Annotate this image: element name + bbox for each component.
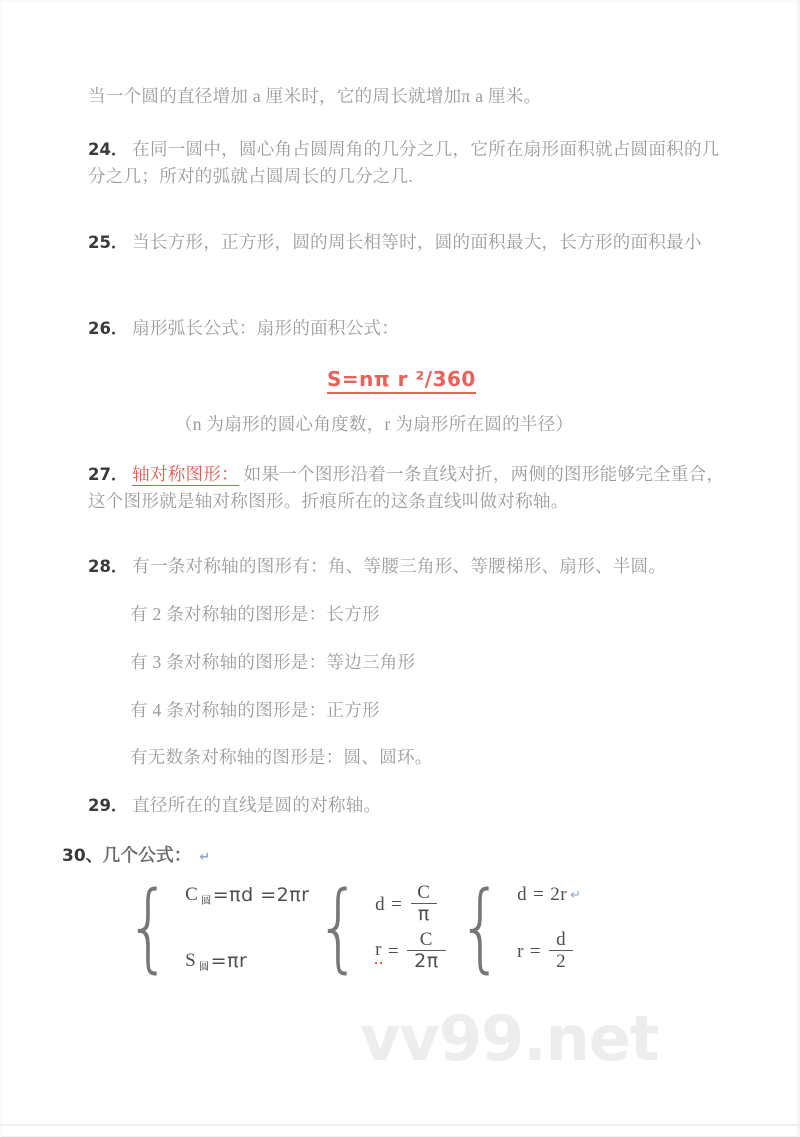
formula-group-2-stack [371,884,448,972]
formula-r-lhs: r [375,939,382,964]
paragraph-27-text: 如果一个图形沿着一条直线对折，两侧的图形能够完全重合，这个图形就是轴对称图形。折痕所在的这条直线叫做对称轴。 [88,464,725,512]
formula-d2r-equals: = [533,884,545,905]
pilcrow-icon: ↵ [199,850,211,865]
paragraph-29 [88,792,381,819]
paragraph-25-text: 当长方形，正方形，圆的周长相等时，圆的面积最大，长方形的面积最小 [132,232,702,252]
paragraph-intro-text: 当一个圆的直径增加 a 厘米时，它的周长就增加π a 厘米。 [88,86,542,106]
curly-brace-icon: { [457,871,504,984]
paragraph-25-number: 25． [88,233,128,252]
paragraph-29-number: 29． [88,796,128,815]
paragraph-24 [88,136,736,190]
paragraph-28 [88,553,666,580]
fraction-numerator: d [556,929,567,950]
fraction-numerator: C [419,929,433,950]
formula-rd2-equals: = [529,940,542,962]
watermark: vv99.net [360,1002,659,1075]
formula-c-lhs: C [185,884,199,905]
formula-group-circumference-area [118,872,309,984]
paragraph-27 [88,461,736,515]
formula-d2r-lhs: d [517,884,528,905]
formula-d-equals: = [391,893,403,915]
paragraph-intro [88,83,541,110]
paragraph-30 [62,842,211,869]
formula-group-3-stack [513,884,581,972]
paragraph-24-text: 在同一圆中，圆心角占圆周角的几分之几，它所在扇形面积就占圆面积的几分之几；所对的弧就占圆周长的几分之几. [88,139,720,187]
paragraph-26 [88,315,399,342]
formula-r-equals-d-over-2 [517,931,581,972]
paragraph-28-number: 28． [88,557,128,576]
paragraph-30-text: 几个公式： [102,845,192,865]
fraction-d-over-2 [549,930,573,971]
fraction-c-over-2pi [407,930,446,971]
formula-s-lhs: S [185,950,197,971]
paragraph-24-number: 24． [88,140,128,159]
pilcrow-icon: ↵ [570,887,582,903]
paragraph-29-text: 直径所在的直线是圆的对称轴。 [132,795,382,815]
paragraph-26-number: 26． [88,319,128,338]
formula-d-equals-2r [517,884,581,906]
paragraph-28-line3: 有 3 条对称轴的图形是：等边三角形 [130,652,416,672]
paragraph-30-number: 30、 [62,846,103,866]
sector-area-formula: S=nπ r ²/360 [327,367,476,394]
formula-r-equals: = [387,940,400,962]
formula-d-lhs: d [375,893,386,915]
fraction-numerator: C [417,882,431,903]
formula-group-diameter-radius-from-c [308,872,448,984]
fraction-c-over-pi [410,883,437,924]
paragraph-25 [88,229,736,256]
formula-group-1-stack [181,884,309,972]
formula-s-rhs: =πr [210,950,248,972]
curly-brace-icon: { [315,871,362,984]
formula-rd2-lhs: r [517,940,524,962]
paragraph-28-line5: 有无数条对称轴的图形是：圆、圆环。 [130,747,433,767]
formula-c-rhs: =πd =2πr [212,884,310,906]
formula-s-circle [185,950,309,972]
formula-c-subscript: 圆 [201,895,212,907]
formula-d2r-rhs: 2r [550,884,568,905]
paragraph-27-number: 27． [88,465,128,484]
paragraph-26-note: （n 为扇形的圆心角度数，r 为扇形所在圆的半径） [175,414,574,434]
page-edge-top [0,0,800,2]
fraction-denominator: 2 [549,950,573,971]
fraction-denominator: 2π [407,950,446,971]
paragraph-26-text: 扇形弧长公式：扇形的面积公式： [132,318,400,338]
page-edge-bottom [0,1124,800,1126]
formula-r-equals-c-over-2pi [375,931,448,972]
formula-c-circle [185,884,309,906]
paragraph-28-text: 有一条对称轴的图形有：角、等腰三角形、等腰梯形、扇形、半圆。 [132,556,667,576]
formula-s-subscript: 圆 [199,961,210,973]
paragraph-27-term: 轴对称图形： [132,464,239,484]
page-edge-left [0,0,2,1137]
formula-group-d-2r [450,872,582,984]
formula-row [118,872,678,987]
formula-d-equals-c-over-pi [375,884,448,925]
paragraph-28-line2: 有 2 条对称轴的图形是：长方形 [130,604,380,624]
paragraph-28-line4: 有 4 条对称轴的图形是：正方形 [130,700,380,720]
curly-brace-icon: { [125,871,172,984]
fraction-denominator: π [411,903,437,924]
